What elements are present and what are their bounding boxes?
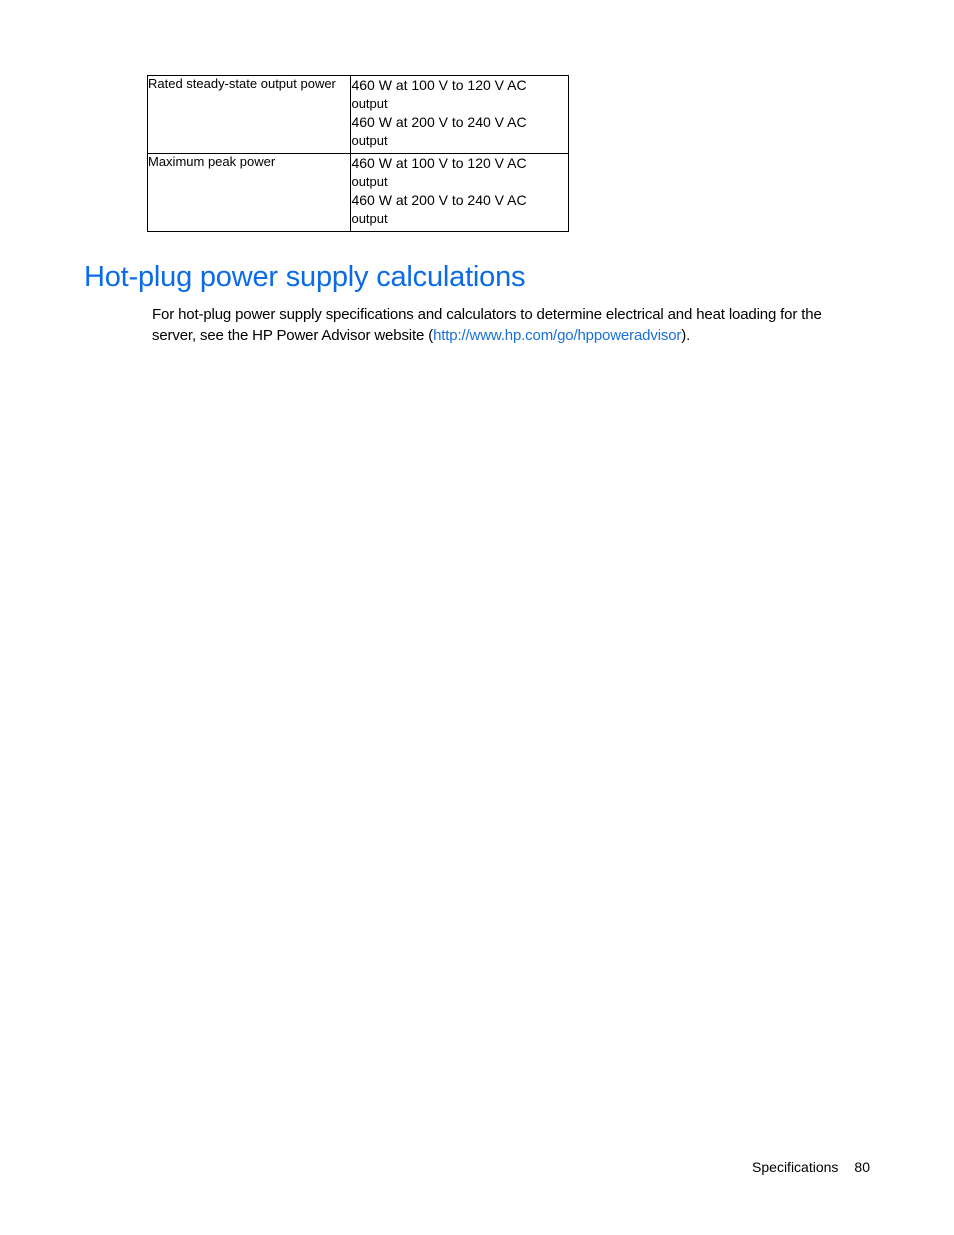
paragraph-text-end: ). — [681, 326, 691, 344]
value-main: 460 W at 200 V to 240 V AC — [351, 192, 527, 208]
power-spec-table — [147, 75, 569, 232]
value-entry — [351, 191, 568, 228]
page-number: 80 — [854, 1159, 870, 1175]
value-sub: output — [351, 211, 388, 226]
value-entry — [351, 154, 568, 191]
value-sub: output — [351, 174, 388, 189]
value-sub: output — [351, 96, 388, 111]
spec-value — [351, 154, 569, 232]
spec-label: Rated steady-state output power — [148, 76, 351, 154]
body-paragraph — [152, 305, 864, 346]
value-main: 460 W at 200 V to 240 V AC — [351, 114, 527, 130]
value-main: 460 W at 100 V to 120 V AC — [351, 77, 527, 93]
section-heading: Hot-plug power supply calculations — [84, 261, 526, 293]
table-row — [148, 76, 569, 154]
table-row — [148, 154, 569, 232]
page-footer — [752, 1157, 870, 1177]
footer-section-name: Specifications — [752, 1159, 839, 1175]
spec-label: Maximum peak power — [148, 154, 351, 232]
spec-value — [351, 76, 569, 154]
value-entry — [351, 113, 568, 150]
value-main: 460 W at 100 V to 120 V AC — [351, 155, 527, 171]
paragraph-text: For hot-plug power supply specifications and calculators to determine electrical and heat loading for the server, see the HP Power Advisor website ( — [152, 306, 822, 344]
hp-power-advisor-link[interactable]: http://www.hp.com/go/hppoweradvisor — [433, 326, 682, 344]
value-sub: output — [351, 133, 388, 148]
value-entry — [351, 76, 568, 113]
